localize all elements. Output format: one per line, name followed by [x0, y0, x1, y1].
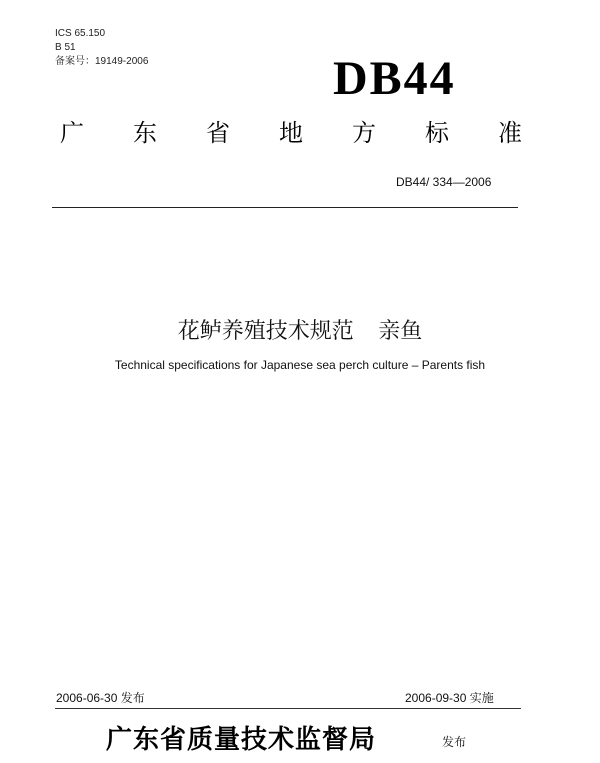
standard-number: DB44/ 334—2006 [396, 175, 492, 189]
standard-type [58, 118, 524, 150]
standard-type-char: 省 [206, 120, 230, 147]
issue-label: 发布 [442, 735, 467, 749]
standard-type-char: 标 [425, 120, 449, 147]
standard-type-char: 广 [60, 120, 84, 147]
title-chinese: 花鲈养殖技术规范 亲鱼 [177, 318, 423, 343]
standard-type-char: 东 [133, 120, 157, 147]
db44-logo: DB44 [333, 52, 456, 105]
issue-date: 2006-06-30 发布 [56, 691, 145, 705]
ccs-code: B 51 [55, 42, 76, 53]
ics-code: ICS 65.150 [55, 28, 106, 39]
title-english: Technical specifications for Japanese sea perch culture – Parents fish [114, 358, 486, 372]
record-number: 备案号：19149-2006 [55, 56, 149, 67]
footer-divider [55, 708, 521, 709]
implementation-date: 2006-09-30 实施 [405, 691, 494, 705]
standard-type-char: 地 [279, 120, 303, 147]
standard-type-char: 准 [498, 120, 522, 147]
header-divider [52, 207, 518, 208]
issuing-authority: 广东省质量技术监督局 [106, 725, 377, 755]
standard-type-char: 方 [352, 120, 376, 147]
